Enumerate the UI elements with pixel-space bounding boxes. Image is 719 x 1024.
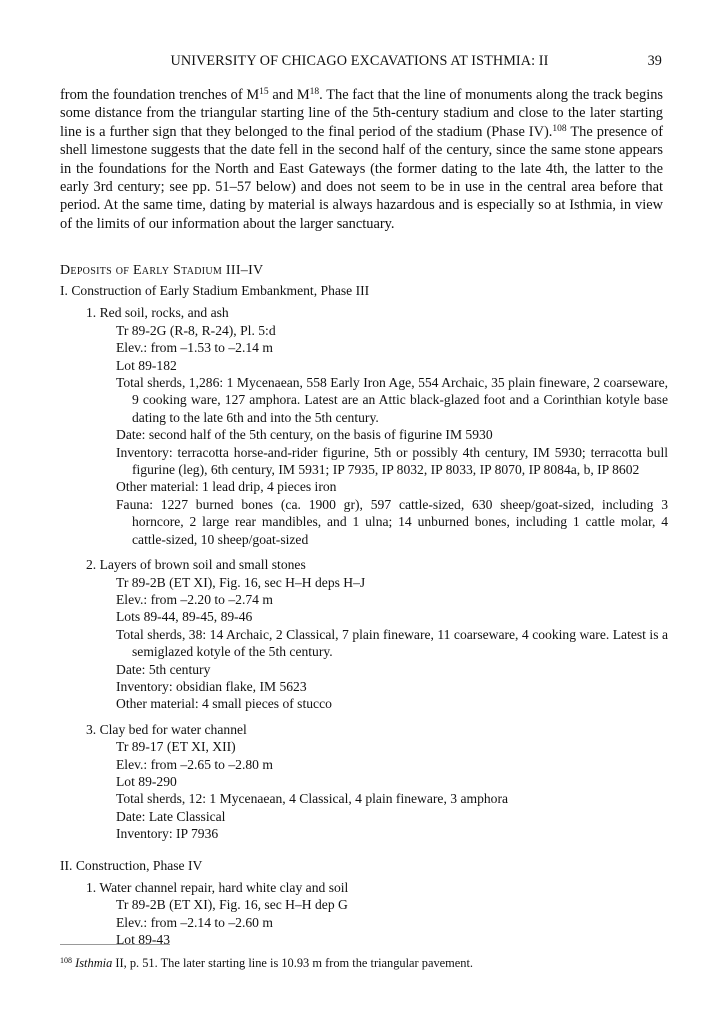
deposit-fields [116, 896, 668, 948]
text-run: . The fact that the line of monuments along the track begins some distance from the triangular starting line of the 5th-century stadium and close to the later starting line is a further sign that they belonged to the final period of the stadium (Phase IV). [60, 87, 663, 140]
deposit-title: 1. Red soil, rocks, and ash [86, 305, 229, 321]
footnote [60, 956, 663, 971]
footnote-number: 108 [60, 956, 72, 965]
group-title: II. Construction, Phase IV [60, 857, 203, 873]
deposit-field: Other material: 4 small pieces of stucco [116, 696, 332, 712]
deposit-field: Lot 89-182 [116, 357, 177, 373]
text-run: The presence of shell limestone suggests that the date fell in the second half of the century, since the same stone appears in the foundations for the North and East Gateways (the former dating to the late 4th, the latter to the early 3rd century; see pp. 51–57 below) and does not seem to be in use in the central area before that period. At the same time, dating by material is always hazardous and is especially so at Isthmia, in view of the limits of our information about the larger sanctuary. [60, 123, 663, 232]
deposit-group [60, 857, 668, 949]
superscript: 18 [309, 87, 320, 97]
deposit-field: Elev.: from –2.14 to –2.60 m [116, 914, 273, 930]
running-title: UNIVERSITY OF CHICAGO EXCAVATIONS AT ISTHMIA: II [170, 53, 549, 69]
deposit-fields [116, 322, 668, 548]
deposit-field: Tr 89-2G (R-8, R-24), Pl. 5:d [116, 322, 276, 338]
deposit-field: Total sherds, 12: 1 Mycenaean, 4 Classical, 4 plain fineware, 3 amphora [116, 791, 509, 807]
deposit-field: Date: Late Classical [116, 808, 226, 824]
deposit-field: Lot 89-43 [116, 932, 170, 948]
deposit-field: Total sherds, 1,286: 1 Mycenaean, 558 Early Iron Age, 554 Archaic, 35 plain fineware, 2 coarseware, 9 cooking ware, 127 amphora. Latest are an Attic black-glazed foot and a Corinthian kotyle base dating to the late 6th and into the 5th century. [116, 375, 668, 425]
footnote-title: Isthmia [75, 956, 113, 970]
deposit-title: 1. Water channel repair, hard white clay and soil [86, 880, 349, 895]
text-run: from the foundation trenches of M [60, 87, 260, 103]
superscript: 15 [259, 87, 269, 97]
deposit-field: Elev.: from –2.20 to –2.74 m [116, 591, 273, 607]
deposit-field: Tr 89-2B (ET XI), Fig. 16, sec H–H deps H–J [116, 574, 366, 590]
deposit-group [60, 282, 668, 843]
footnote-rule [60, 944, 170, 945]
deposit-field: Lots 89-44, 89-45, 89-46 [116, 609, 253, 625]
deposit [86, 556, 668, 713]
running-head [0, 53, 719, 73]
deposit-field: Elev.: from –1.53 to –2.14 m [116, 340, 273, 356]
deposit-field: Date: second half of the 5th century, on the basis of figurine IM 5930 [116, 427, 493, 443]
footnote-ref: 108 [552, 123, 567, 134]
group-title: I. Construction of Early Stadium Embankment, Phase III [60, 283, 370, 298]
deposit-field: Tr 89-2B (ET XI), Fig. 16, sec H–H dep G [116, 897, 348, 913]
deposit-field: Inventory: IP 7936 [116, 826, 219, 842]
deposit [86, 304, 668, 548]
deposit-field: Date: 5th century [116, 661, 211, 677]
body-paragraph [60, 86, 663, 233]
deposit-field: Fauna: 1227 burned bones (ca. 1900 gr), 597 cattle-sized, 630 sheep/goat-sized, including 3 horncore, 2 large rear mandibles, and 1 ulna; 14 unburned bones, including 1 cattle molar, 4 cattle-sized, 10 sheep/goat-sized [116, 496, 668, 547]
deposit-field: Tr 89-17 (ET XI, XII) [116, 739, 236, 755]
deposit-field: Total sherds, 38: 14 Archaic, 2 Classical, 7 plain fineware, 11 coarseware, 4 cooking ware. Latest is a semiglazed kotyle of the 5th century. [116, 626, 668, 660]
deposit-field: Lot 89-290 [116, 773, 177, 789]
deposit-list [60, 282, 668, 963]
deposit [86, 721, 668, 843]
deposit [86, 879, 668, 949]
deposit-title: 2. Layers of brown soil and small stones [86, 557, 306, 573]
deposit-field: Elev.: from –2.65 to –2.80 m [116, 756, 273, 772]
deposit-field: Other material: 1 lead drip, 4 pieces iron [116, 479, 337, 495]
footnote-text: II, p. 51. The later starting line is 10.93 m from the triangular pavement. [112, 956, 474, 970]
deposit-field: Inventory: terracotta horse-and-rider figurine, 5th or possibly 4th century, IM 5930; terracotta bull figurine (leg), 6th century, IM 5931; IP 7935, IP 8032, IP 8033, IP 8070, IP 8084a, b, IP 8602 [116, 444, 668, 478]
deposit-fields [116, 574, 668, 713]
deposit-fields [116, 738, 668, 842]
deposit-title: 3. Clay bed for water channel [86, 721, 247, 737]
page-number: 39 [647, 53, 662, 69]
section-heading: Deposits of Early Stadium III–IV [60, 263, 264, 278]
text-run: and M [268, 87, 310, 103]
deposit-field: Inventory: obsidian flake, IM 5623 [116, 678, 307, 694]
